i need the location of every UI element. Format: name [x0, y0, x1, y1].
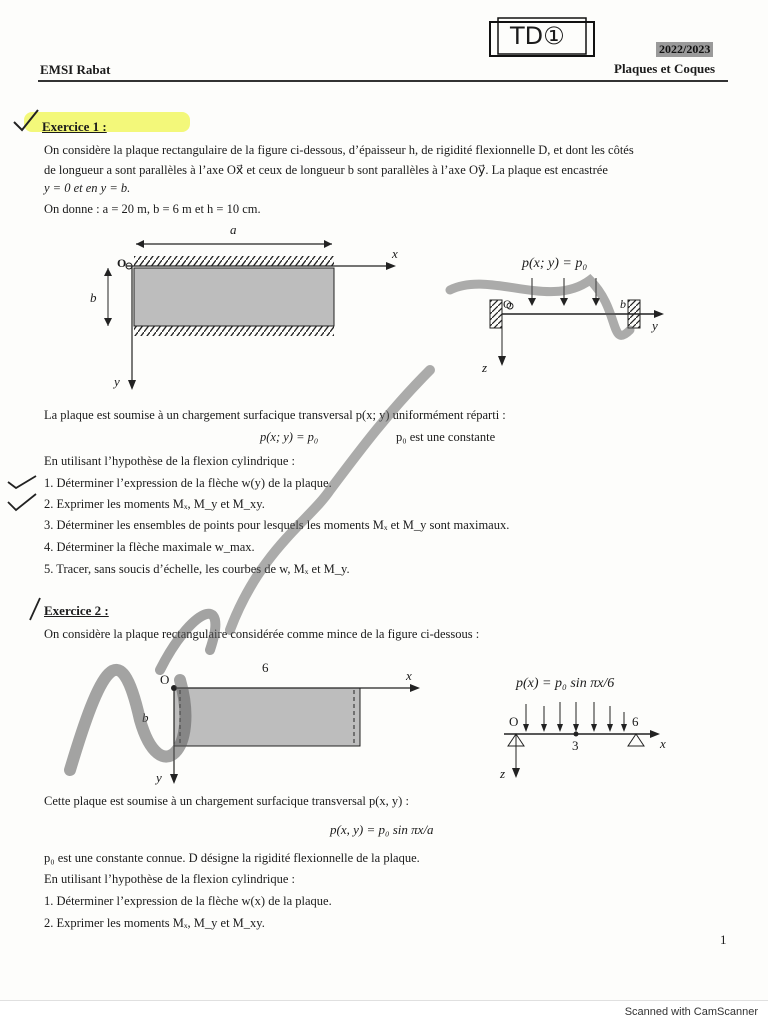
header-rule [38, 80, 728, 82]
load-label: p(x; y) = p₀ [522, 256, 588, 271]
scanner-watermark: Scanned with CamScanner [624, 1006, 758, 1018]
ex2-hypothesis: En utilisant l’hypothèse de la flexion cylindrique : [44, 872, 295, 886]
ex1-question-1: 1. Déterminer l’expression de la flèche w(y) de la plaque. [44, 476, 332, 490]
ex2-label-x: x [406, 668, 412, 683]
beam-label-3: 3 [572, 738, 579, 753]
section-label-y: y⃗ [652, 318, 668, 333]
label-x: x⃗ [392, 246, 408, 261]
td-handwritten-box [488, 18, 596, 58]
checkmark-icon [12, 108, 42, 134]
label-a: a [230, 222, 237, 237]
beam-label-o: O [509, 714, 519, 729]
label-o: O [117, 256, 127, 270]
ex2-label-6: 6 [262, 660, 269, 675]
page-number: 1 [720, 932, 727, 947]
ex1-load-const: p₀ est une constante [396, 430, 496, 444]
institution-name: EMSI Rabat [40, 62, 111, 77]
section-label-z: z⃗ [482, 360, 498, 375]
ex2-question-2: 2. Exprimer les moments Mₓ, M_y et M_xy. [44, 916, 265, 930]
ex2-intro: On considère la plaque rectangulaire considérée comme mince de la figure ci-dessous : [44, 627, 480, 641]
ex1-question-2: 2. Exprimer les moments Mₓ, M_y et M_xy. [44, 497, 265, 511]
ex1-load-equation: p(x; y) = p₀ [260, 430, 319, 444]
year-badge: 2022/2023 [656, 42, 713, 57]
ex1-intro-line2: de longueur a sont parallèles à l’axe Ox⃗ et ceux de longueur b sont parallèles à l’axe Oy⃗. La plaque est encastrée [44, 163, 608, 177]
exercise1-title: Exercice 1 : [42, 119, 107, 134]
ex1-given: On donne : a = 20 m, b = 6 m et h = 10 cm. [44, 202, 261, 216]
ex2-label-y: y [156, 770, 162, 785]
ex2-load-equation: p(x, y) = p₀ sin πx/a [330, 822, 434, 837]
ex1-intro-line3: y = 0 et en y = b. [44, 181, 131, 195]
ex2-load-label: p(x) = p₀ sin πx/6 [516, 676, 615, 691]
handwritten-watermark [30, 250, 670, 810]
label-b: b [90, 290, 97, 305]
beam-label-z: z [500, 766, 506, 781]
ex1-question-5: 5. Tracer, sans soucis d’échelle, les courbes de w, Mₓ et M_y. [44, 562, 350, 576]
ex2-description: p₀ est une constante connue. D désigne la rigidité flexionnelle de la plaque. [44, 851, 420, 865]
beam-label-x: x [660, 736, 666, 751]
beam-label-6: 6 [632, 714, 639, 729]
ex1-question-4: 4. Déterminer la flèche maximale w_max. [44, 540, 255, 554]
ex2-label-b: b [142, 710, 149, 725]
ex1-hypothesis: En utilisant l’hypothèse de la flexion cylindrique : [44, 454, 295, 468]
exercise2-title: Exercice 2 : [44, 603, 109, 618]
section-label-b: b [620, 297, 626, 311]
section-label-o: O [503, 297, 512, 311]
ex1-question-3: 3. Déterminer les ensembles de points pour lesquels les moments Mₓ et M_y sont maximaux. [44, 518, 510, 532]
ex2-load-text: Cette plaque est soumise à un chargement surfacique transversal p(x, y) : [44, 794, 409, 808]
ex2-label-o: O [160, 672, 170, 687]
course-name: Plaques et Coques [614, 61, 716, 76]
ex1-intro-line1: On considère la plaque rectangulaire de la figure ci-dessous, d’épaisseur h, de rigidité flexionnelle D, et dont les côtés [44, 143, 634, 157]
ex2-question-1: 1. Déterminer l’expression de la flèche w(x) de la plaque. [44, 894, 332, 908]
label-y: y⃗ [114, 374, 130, 389]
td-label: TD① [510, 22, 565, 50]
ex1-load-text: La plaque est soumise à un chargement surfacique transversal p(x; y) uniformément réparti : [44, 408, 506, 422]
